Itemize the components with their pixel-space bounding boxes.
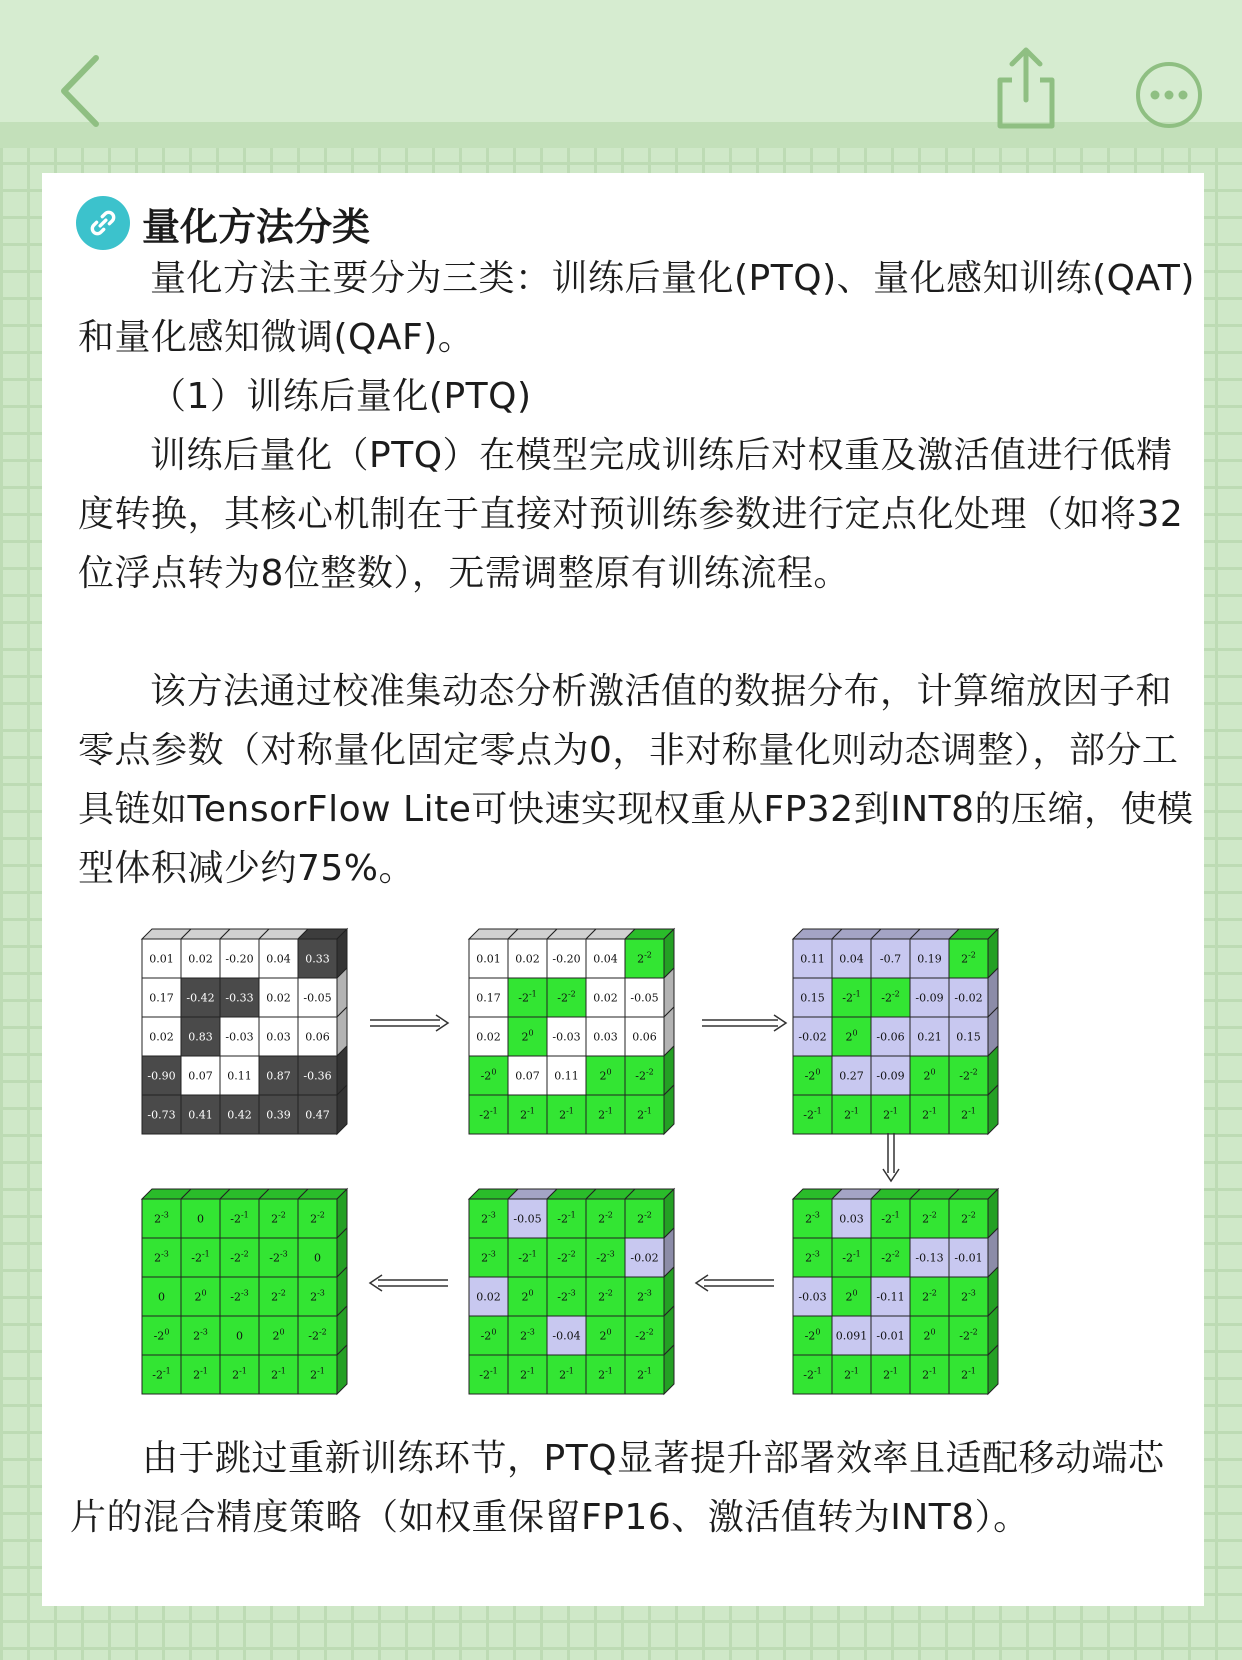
grid-cell-value: -0.03 (225, 1030, 254, 1044)
grid-cell-value: $-2^0$ (804, 1067, 821, 1083)
grid-cell-value: $-2^{-2}$ (881, 1249, 900, 1265)
grid-cell-value: $2^{-3}$ (481, 1249, 496, 1265)
grid-cell-value: $2^0$ (521, 1028, 534, 1044)
grid-cell-value: $-2^{-1}$ (230, 1210, 249, 1226)
grid-cell-value: -0.09 (876, 1069, 905, 1083)
grid-cell-value: $2^{-1}$ (922, 1106, 937, 1122)
grid-cell-value: $2^{-2}$ (637, 1210, 652, 1226)
grid-cell-value: $2^{-1}$ (883, 1106, 898, 1122)
chevron-left-icon (52, 50, 122, 132)
grid-cell-value: $2^{-3}$ (805, 1249, 820, 1265)
grid-cell-value: -0.01 (954, 1251, 983, 1265)
grid-5 (469, 1189, 674, 1394)
grid-cell-value: $2^0$ (845, 1028, 858, 1044)
grid-cell-value: -0.04 (552, 1329, 581, 1343)
grid-cell-value: $2^{-2}$ (922, 1288, 937, 1304)
grid-cell-value: 0.02 (593, 991, 618, 1005)
grid-cell-value: $-2^0$ (153, 1327, 170, 1343)
grid-cell-value: $2^{-1}$ (193, 1366, 208, 1382)
grid-cell-value: 0.33 (305, 952, 330, 966)
grid-cell-value: -0.05 (303, 991, 332, 1005)
grid-cell-value: 0.15 (800, 991, 825, 1005)
grid-cell-value: -0.7 (879, 952, 902, 966)
grid-cell-value: 0.07 (188, 1069, 213, 1083)
grid-cell-value: $2^{-3}$ (961, 1288, 976, 1304)
grid-cell-value: $2^{-3}$ (481, 1210, 496, 1226)
grid-cell-value: $2^{-2}$ (598, 1288, 613, 1304)
grid-cell-value: $-2^{-2}$ (635, 1327, 654, 1343)
grid-1 (142, 929, 347, 1134)
grid-cell-value: $-2^{-3}$ (269, 1249, 288, 1265)
grid-cell-value: -0.02 (630, 1251, 659, 1265)
grid-cell-value: -0.06 (876, 1030, 905, 1044)
grid-cell-value: -0.36 (303, 1069, 332, 1083)
grid-cell-value: 0.07 (515, 1069, 540, 1083)
grid-cell-value: 0.17 (476, 991, 501, 1005)
flow-arrow (370, 1015, 448, 1031)
grid-cell-value: 0 (314, 1251, 321, 1265)
heading-text: 量化方法分类 (142, 204, 371, 249)
grid-cell-value: $2^{-2}$ (637, 950, 652, 966)
grid-cell-value: $2^{-1}$ (598, 1106, 613, 1122)
paragraph-calibration: 该方法通过校准集动态分析激活值的数据分布，计算缩放因子和零点参数（对称量化固定零点为0，非对称量化则动态调整），部分工具链如TensorFlow Lite可快速实现权重从FP32到INT8的压缩，使模型体积减少约75%。 (78, 671, 1194, 889)
grid-cell-value: -0.90 (147, 1069, 176, 1083)
grid-cell-value: 0.091 (835, 1329, 868, 1343)
grid-cell-value: -0.09 (915, 991, 944, 1005)
grid-cell-value: $2^{-1}$ (637, 1366, 652, 1382)
grid-cell-value: 0.11 (554, 1069, 579, 1083)
grid-cell-value: $-2^{-1}$ (479, 1106, 498, 1122)
grid-cell-value: 0.83 (188, 1030, 213, 1044)
grid-cell-value: $2^{-2}$ (961, 1210, 976, 1226)
grid-cell-value: $2^{-1}$ (922, 1366, 937, 1382)
grid-cell-value: -0.03 (798, 1290, 827, 1304)
grid-cell-value: 0.04 (593, 952, 618, 966)
grid-cell-value: $-2^{-1}$ (803, 1106, 822, 1122)
grid-3 (793, 929, 998, 1134)
grid-cell-value: $2^0$ (521, 1288, 534, 1304)
grid-cell-value: $2^{-1}$ (844, 1366, 859, 1382)
grid-cell-value: $-2^{-2}$ (959, 1067, 978, 1083)
grid-cell-value: $2^0$ (923, 1067, 936, 1083)
grid-cell-value: $2^{-3}$ (154, 1210, 169, 1226)
grid-cell-value: $-2^{-2}$ (230, 1249, 249, 1265)
article-card (42, 173, 1204, 1606)
grid-cell-value: $-2^{-2}$ (557, 1249, 576, 1265)
grid-cell-value: -0.33 (225, 991, 254, 1005)
grid-cell-value: 0.01 (476, 952, 501, 966)
share-icon (990, 44, 1062, 132)
grid-cell-value: -0.11 (876, 1290, 905, 1304)
grid-cell-value: $-2^{-1}$ (479, 1366, 498, 1382)
grid-cell-value: -0.20 (552, 952, 581, 966)
grid-cell-value: $2^{-2}$ (598, 1210, 613, 1226)
grid-cell-value: $2^{-1}$ (310, 1366, 325, 1382)
grid-cell-value: $2^{-1}$ (598, 1366, 613, 1382)
grid-cell-value: 0.17 (149, 991, 174, 1005)
paragraph-subheading-ptq: （1）训练后量化(PTQ) (150, 376, 532, 417)
flow-arrow (696, 1275, 774, 1291)
grid-cell-value: $2^{-1}$ (559, 1366, 574, 1382)
grid-cell-value: -0.03 (552, 1030, 581, 1044)
back-button[interactable] (52, 50, 122, 132)
grid-cell-value: $2^0$ (923, 1327, 936, 1343)
grid-cell-value: $2^{-2}$ (271, 1288, 286, 1304)
grid-cell-value: 0 (197, 1212, 204, 1226)
grid-cell-value: 0.02 (266, 991, 291, 1005)
grid-cell-value: 0.02 (188, 952, 213, 966)
grid-cell-value: 0.19 (917, 952, 942, 966)
grid-cell-value: $2^{-1}$ (559, 1106, 574, 1122)
grid-cell-value: $-2^{-3}$ (557, 1288, 576, 1304)
grid-cell-value: 0.41 (188, 1108, 213, 1122)
grid-cell-value: $2^{-1}$ (520, 1366, 535, 1382)
grid-cell-value: -0.42 (186, 991, 215, 1005)
grid-cell-value: $2^{-3}$ (805, 1210, 820, 1226)
grid-cell-value: -0.05 (513, 1212, 542, 1226)
share-button[interactable] (990, 44, 1062, 132)
paragraph-ptq-definition: 训练后量化（PTQ）在模型完成训练后对权重及激活值进行低精度转换，其核心机制在于直接对预训练参数进行定点化处理（如将32位浮点转为8位整数），无需调整原有训练流程。 (78, 435, 1184, 594)
grid-cell-value: $2^{-3}$ (193, 1327, 208, 1343)
grid-cell-value: $-2^{-1}$ (842, 989, 861, 1005)
grid-cell-value: $2^{-2}$ (922, 1210, 937, 1226)
grid-cell-value: 0.06 (305, 1030, 330, 1044)
grid-cell-value: -0.73 (147, 1108, 176, 1122)
top-nav-bar (0, 0, 1242, 148)
more-dots-icon (1134, 60, 1204, 130)
grid-cell-value: $-2^0$ (804, 1327, 821, 1343)
paragraph-intro: 量化方法主要分为三类：训练后量化(PTQ)、量化感知训练(QAT)和量化感知微调(QAF)。 (78, 258, 1195, 358)
grid-cell-value: $-2^0$ (480, 1327, 497, 1343)
grid-cell-value: $-2^{-1}$ (191, 1249, 210, 1265)
grid-cell-value: $-2^{-1}$ (518, 1249, 537, 1265)
grid-cell-value: 0.01 (149, 952, 174, 966)
grid-cell-value: -0.02 (798, 1030, 827, 1044)
grid-cell-value: $2^0$ (845, 1288, 858, 1304)
grid-cell-value: 0.04 (266, 952, 291, 966)
grid-cell-value: $2^{-3}$ (520, 1327, 535, 1343)
grid-cell-value: -0.05 (630, 991, 659, 1005)
grid-cell-value: $2^{-1}$ (232, 1366, 247, 1382)
grid-cell-value: $2^{-1}$ (961, 1366, 976, 1382)
grid-cell-value: 0 (236, 1329, 243, 1343)
grid-cell-value: $2^{-1}$ (520, 1106, 535, 1122)
link-icon (76, 196, 130, 250)
grid-cell-value: $2^0$ (599, 1067, 612, 1083)
grid-cell-value: $-2^{-2}$ (959, 1327, 978, 1343)
grid-cell-value: 0.03 (839, 1212, 864, 1226)
grid-cell-value: $-2^{-1}$ (518, 989, 537, 1005)
grid-cell-value: $2^{-1}$ (637, 1106, 652, 1122)
grid-cell-value: $-2^{-2}$ (557, 989, 576, 1005)
grid-cell-value: 0.02 (515, 952, 540, 966)
grid-cell-value: -0.01 (876, 1329, 905, 1343)
grid-cell-value: 0.02 (476, 1290, 501, 1304)
grid-cell-value: $2^{-2}$ (271, 1210, 286, 1226)
grid-cell-value: $2^{-3}$ (637, 1288, 652, 1304)
grid-cell-value: $2^{-3}$ (310, 1288, 325, 1304)
grid-4 (793, 1189, 998, 1394)
grid-cell-value: $2^{-1}$ (961, 1106, 976, 1122)
flow-arrow (370, 1275, 448, 1291)
grid-cell-value: 0.39 (266, 1108, 291, 1122)
grid-cell-value: 0.27 (839, 1069, 864, 1083)
grid-cell-value: $2^0$ (272, 1327, 285, 1343)
grid-cell-value: 0.11 (800, 952, 825, 966)
grid-cell-value: 0.15 (956, 1030, 981, 1044)
grid-2 (469, 929, 674, 1134)
grid-cell-value: 0.04 (839, 952, 864, 966)
grid-cell-value: 0.47 (305, 1108, 330, 1122)
grid-cell-value: $-2^{-1}$ (842, 1249, 861, 1265)
grid-cell-value: $2^{-3}$ (154, 1249, 169, 1265)
grid-cell-value: 0.02 (476, 1030, 501, 1044)
grid-cell-value: $-2^{-2}$ (881, 989, 900, 1005)
grid-cell-value: $2^{-1}$ (844, 1106, 859, 1122)
section-heading (76, 195, 370, 251)
grid-cell-value: $-2^{-2}$ (308, 1327, 327, 1343)
grid-cell-value: -0.13 (915, 1251, 944, 1265)
quantization-diagram (42, 907, 1204, 1427)
grid-cell-value: 0.87 (266, 1069, 291, 1083)
flow-arrow (883, 1133, 899, 1181)
grid-cell-value: 0.42 (227, 1108, 252, 1122)
grid-cell-value: $2^{-1}$ (883, 1366, 898, 1382)
grid-cell-value: $-2^{-2}$ (635, 1067, 654, 1083)
grid-cell-value: $2^0$ (194, 1288, 207, 1304)
grid-cell-value: $-2^{-1}$ (803, 1366, 822, 1382)
paragraph-ptq-benefits: 由于跳过重新训练环节，PTQ显著提升部署效率且适配移动端芯片的混合精度策略（如权重保留FP16、激活值转为INT8）。 (70, 1438, 1165, 1538)
grid-cell-value: $-2^{-1}$ (152, 1366, 171, 1382)
grid-cell-value: -0.20 (225, 952, 254, 966)
grid-cell-value: $-2^{-1}$ (557, 1210, 576, 1226)
grid-cell-value: $2^{-2}$ (961, 950, 976, 966)
grid-cell-value: $-2^{-1}$ (881, 1210, 900, 1226)
grid-cell-value: 0.21 (917, 1030, 942, 1044)
grid-cell-value: 0.11 (227, 1069, 252, 1083)
grid-cell-value: $-2^0$ (480, 1067, 497, 1083)
grid-cell-value: $2^0$ (599, 1327, 612, 1343)
grid-cell-value: $-2^{-3}$ (596, 1249, 615, 1265)
grid-cell-value: $2^{-1}$ (271, 1366, 286, 1382)
grid-6 (142, 1189, 347, 1394)
grid-cell-value: 0.02 (149, 1030, 174, 1044)
grid-cell-value: 0 (158, 1290, 165, 1304)
flow-arrow (702, 1015, 786, 1031)
grid-cell-value: -0.02 (954, 991, 983, 1005)
grid-cell-value: 0.03 (266, 1030, 291, 1044)
grid-cell-value: $2^{-2}$ (310, 1210, 325, 1226)
grid-cell-value: 0.06 (632, 1030, 657, 1044)
more-button[interactable] (1134, 60, 1204, 130)
grid-cell-value: 0.03 (593, 1030, 618, 1044)
grid-cell-value: $-2^{-3}$ (230, 1288, 249, 1304)
